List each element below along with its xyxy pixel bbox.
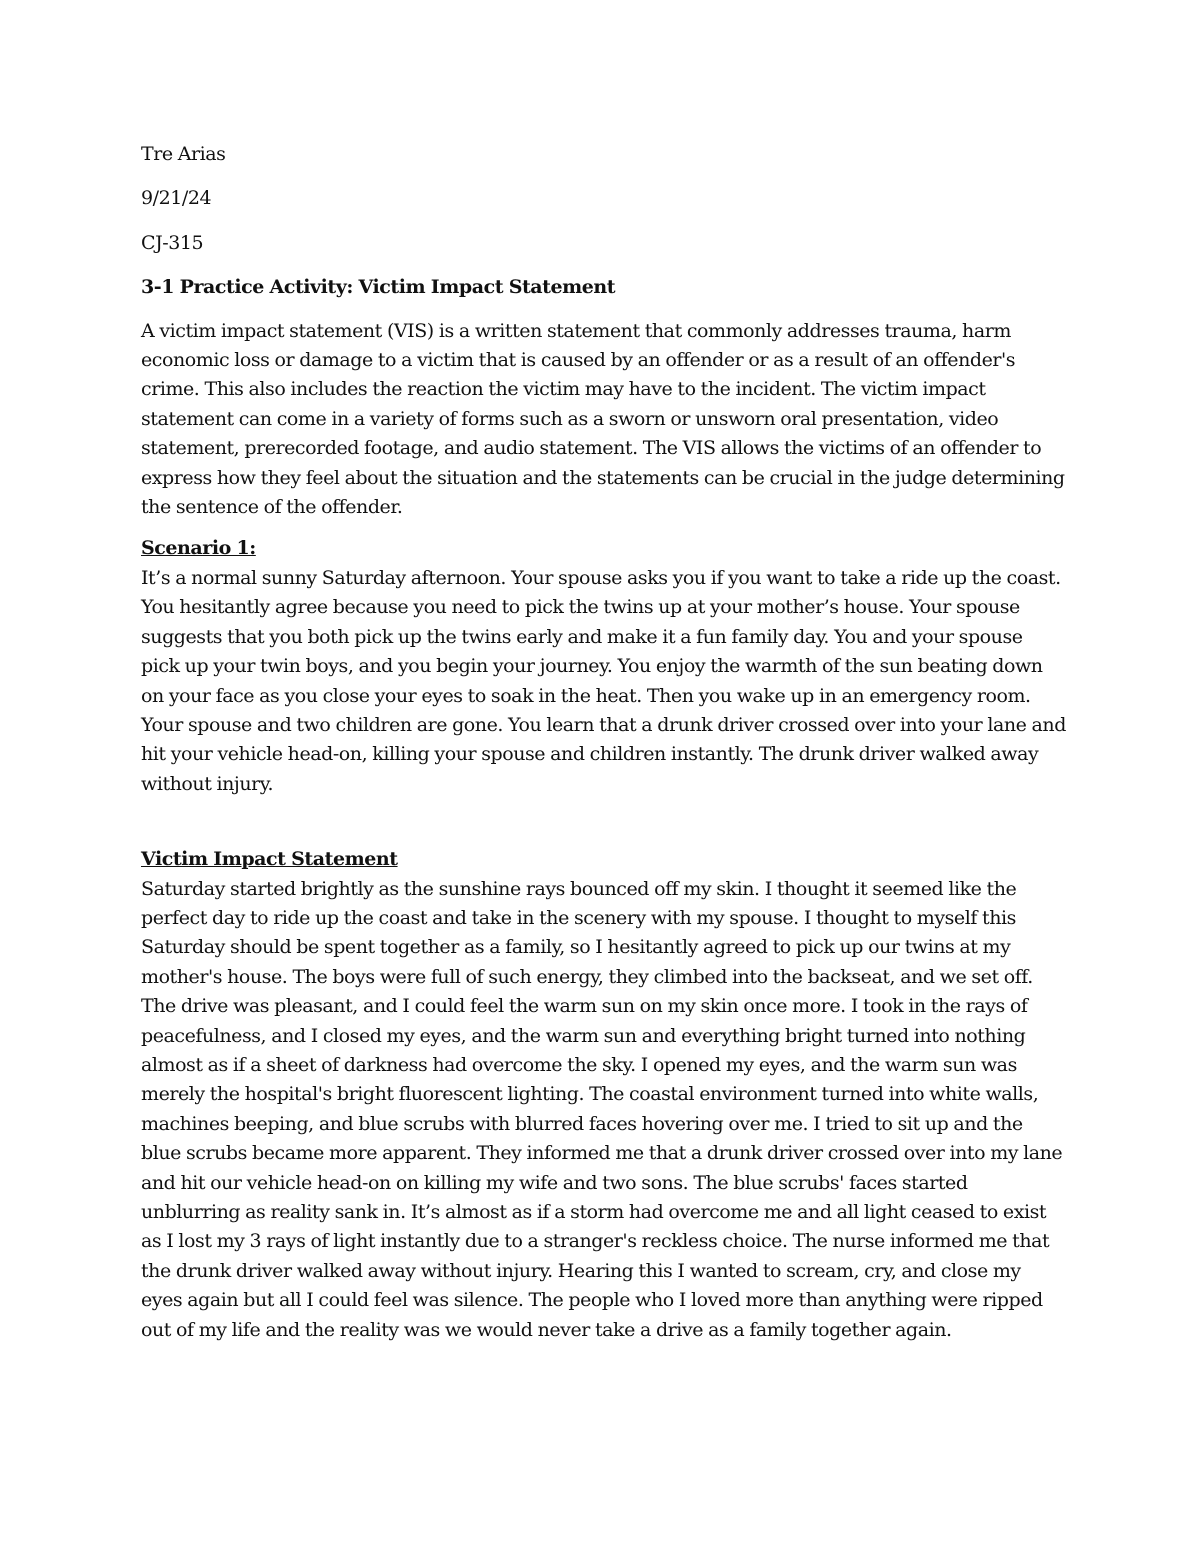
section-spacer: [141, 799, 1066, 845]
document-page: [141, 140, 1066, 1345]
document-title: 3-1 Practice Activity: Victim Impact Statement: [141, 276, 616, 299]
scenario-paragraph: It’s a normal sunny Saturday afternoon. Your spouse asks you if you want to take a ride up the coast. You hesitantly agree because you need to pick the twins up at your mother’s house. Your spouse suggests that you both pick up the twins early and make it a fun family day. You and your spouse pick up your twin boys, and you begin your journey. You enjoy the warmth of the sun beating down on your face as you close your eyes to soak in the heat. Then you wake up in an emergency room. Your spouse and two children are gone. You learn that a drunk driver crossed over into your lane and hit your vehicle head-on, killing your spouse and children instantly. The drunk driver walked away without injury.: [141, 566, 1066, 795]
intro-paragraph: A victim impact statement (VIS) is a written statement that commonly addresses trauma, harm economic loss or damage to a victim that is caused by an offender or as a result of an offender's crime. This also includes the reaction the victim may have to the incident. The victim impact statement can come in a variety of forms such as a sworn or unsworn oral presentation, video statement, prerecorded footage, and audio statement. The VIS allows the victims of an offender to express how they feel about the situation and the statements can be crucial in the judge determining the sentence of the offender.: [141, 319, 1065, 519]
statement-paragraph: Saturday started brightly as the sunshine rays bounced off my skin. I thought it seemed like the perfect day to ride up the coast and take in the scenery with my spouse. I thought to myself this Saturday should be spent together as a family, so I hesitantly agreed to pick up our twins at my mother's house. The boys were full of such energy, they climbed into the backseat, and we set off. The drive was pleasant, and I could feel the warm sun on my skin once more. I took in the rays of peacefulness, and I closed my eyes, and the warm sun and everything bright turned into nothing almost as if a sheet of darkness had overcome the sky. I opened my eyes, and the warm sun was merely the hospital's bright fluorescent lighting. The coastal environment turned into white walls, machines beeping, and blue scrubs with blurred faces hovering over me. I tried to sit up and the blue scrubs became more apparent. They informed me that a drunk driver crossed over into my lane and hit our vehicle head-on on killing my wife and two sons. The blue scrubs' faces started unblurring as reality sank in. It’s almost as if a storm had overcome me and all light ceased to exist as I lost my 3 rays of light instantly due to a stranger's reckless choice. The nurse informed me that the drunk driver walked away without injury. Hearing this I wanted to scream, cry, and close my eyes again but all I could feel was silence. The people who I loved more than anything were ripped out of my life and the reality was we would never take a drive as a family together again.: [141, 877, 1063, 1341]
author-name: Tre Arias: [141, 143, 226, 165]
course-code: CJ-315: [141, 231, 204, 254]
document-date: 9/21/24: [141, 187, 212, 210]
scenario-heading: Scenario 1:: [141, 537, 256, 560]
statement-heading: Victim Impact Statement: [141, 848, 398, 871]
